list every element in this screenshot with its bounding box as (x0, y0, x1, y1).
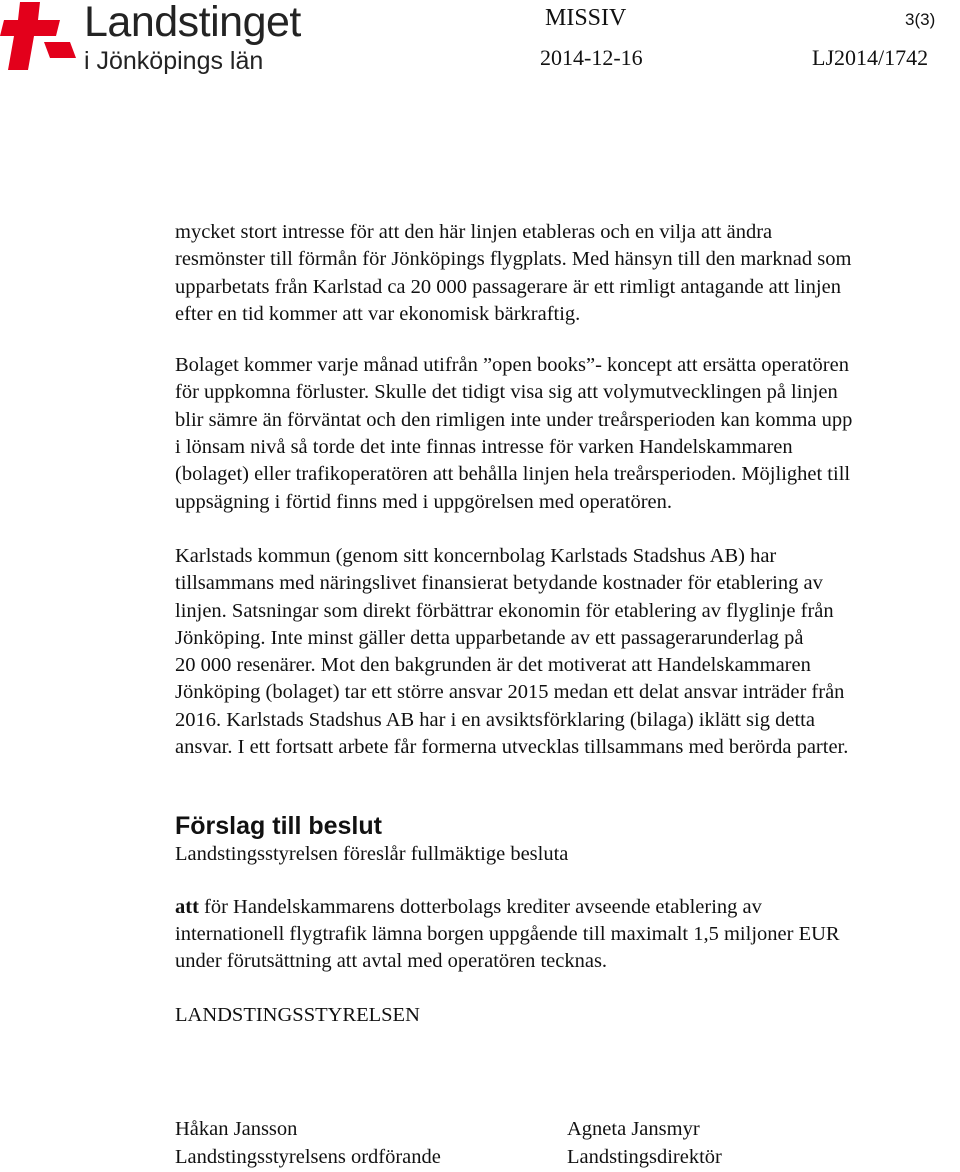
text-line: uppsägning i förtid finns med i uppgörelsen med operatören. (175, 490, 673, 513)
text-line: i lönsam nivå så torde det inte finnas intresse för varken Handelskammaren (175, 436, 793, 459)
text-line: resmönster till förmån för Jönköpings flygplats. Med hänsyn till den marknad som (175, 248, 852, 271)
logo (0, 0, 320, 80)
text-line: internationell flygtrafik lämna borgen uppgående till maximalt 1,5 miljoner EUR (175, 922, 840, 945)
text-line: upparbetats från Karlstad ca 20 000 passagerare är ett rimligt antagande att linjen (175, 275, 841, 298)
text-line: 20 000 resenärer. Mot den bakgrunden är det motiverat att Handelskammaren (175, 654, 811, 677)
paragraph-1 (175, 219, 960, 328)
signature-left (175, 1115, 441, 1171)
att-keyword: att (175, 895, 199, 918)
text-line: blir sämre än förväntat och den rimligen inte under treårsperioden kan komma upp (175, 408, 853, 431)
document-reference: LJ2014/1742 (812, 45, 929, 70)
text-line: under förutsättning att avtal med operatören tecknas. (175, 950, 608, 973)
text-line: Bolaget kommer varje månad utifrån ”open books”- koncept att ersätta operatören (175, 354, 849, 377)
text-line: efter en tid kommer att var ekonomisk bärkraftig. (175, 302, 581, 325)
signatory-title: Landstingsstyrelsens ordförande (175, 1146, 441, 1168)
page-number: 3(3) (905, 10, 936, 29)
logo-subtitle: i Jönköpings län (84, 47, 264, 75)
text-line: linjen. Satsningar som direkt förbättrar ekonomin för etablering av flyglinje från (175, 599, 834, 622)
section-heading: Förslag till beslut (175, 812, 382, 841)
logo-name: Landstinget (84, 0, 301, 46)
document-body (175, 219, 960, 1029)
text-line: Jönköping (bolaget) tar ett större ansvar 2015 medan ett delat ansvar inträder från (175, 681, 845, 704)
document-date: 2014-12-16 (540, 45, 643, 70)
text-line: Jönköping. Inte minst gäller detta upparbetande av ett passagerarunderlag på (175, 626, 804, 649)
signatory-title: Landstingsdirektör (567, 1146, 722, 1168)
text-line: för uppkomna förluster. Skulle det tidigt visa sig att volymutvecklingen på linjen (175, 381, 838, 404)
text-line: (bolaget) eller trafikoperatören att behålla linjen hela treårsperioden. Möjlighet till (175, 463, 851, 486)
text-line: Karlstads kommun (genom sitt koncernbolag Karlstads Stadshus AB) har (175, 544, 777, 567)
text-line (175, 894, 960, 921)
paragraph-2 (175, 352, 960, 516)
text-line: tillsammans med näringslivet finansierat betydande kostnader för etablering av (175, 572, 823, 595)
red-cross-logo-icon (0, 2, 78, 72)
signature-right (567, 1115, 722, 1171)
proposal-intro: Landstingsstyrelsen föreslår fullmäktige besluta (175, 843, 569, 866)
organization-name: LANDSTINGSSTYRELSEN (175, 1003, 420, 1026)
paragraph-3 (175, 543, 960, 761)
signatory-name: Agneta Jansmyr (567, 1118, 700, 1140)
document-type: MISSIV (545, 5, 627, 31)
proposal-text (175, 894, 960, 976)
text-fragment: för Handelskammarens dotterbolags krediter avseende etablering av (198, 895, 762, 918)
text-line: 2016. Karlstads Stadshus AB har i en avsiktsförklaring (bilaga) iklätt sig detta (175, 708, 815, 731)
text-line: ansvar. I ett fortsatt arbete får formerna utvecklas tillsammans med berörda parter. (175, 736, 849, 759)
signatory-name: Håkan Jansson (175, 1118, 298, 1140)
text-line: mycket stort intresse för att den här linjen etableras och en vilja att ändra (175, 221, 773, 243)
